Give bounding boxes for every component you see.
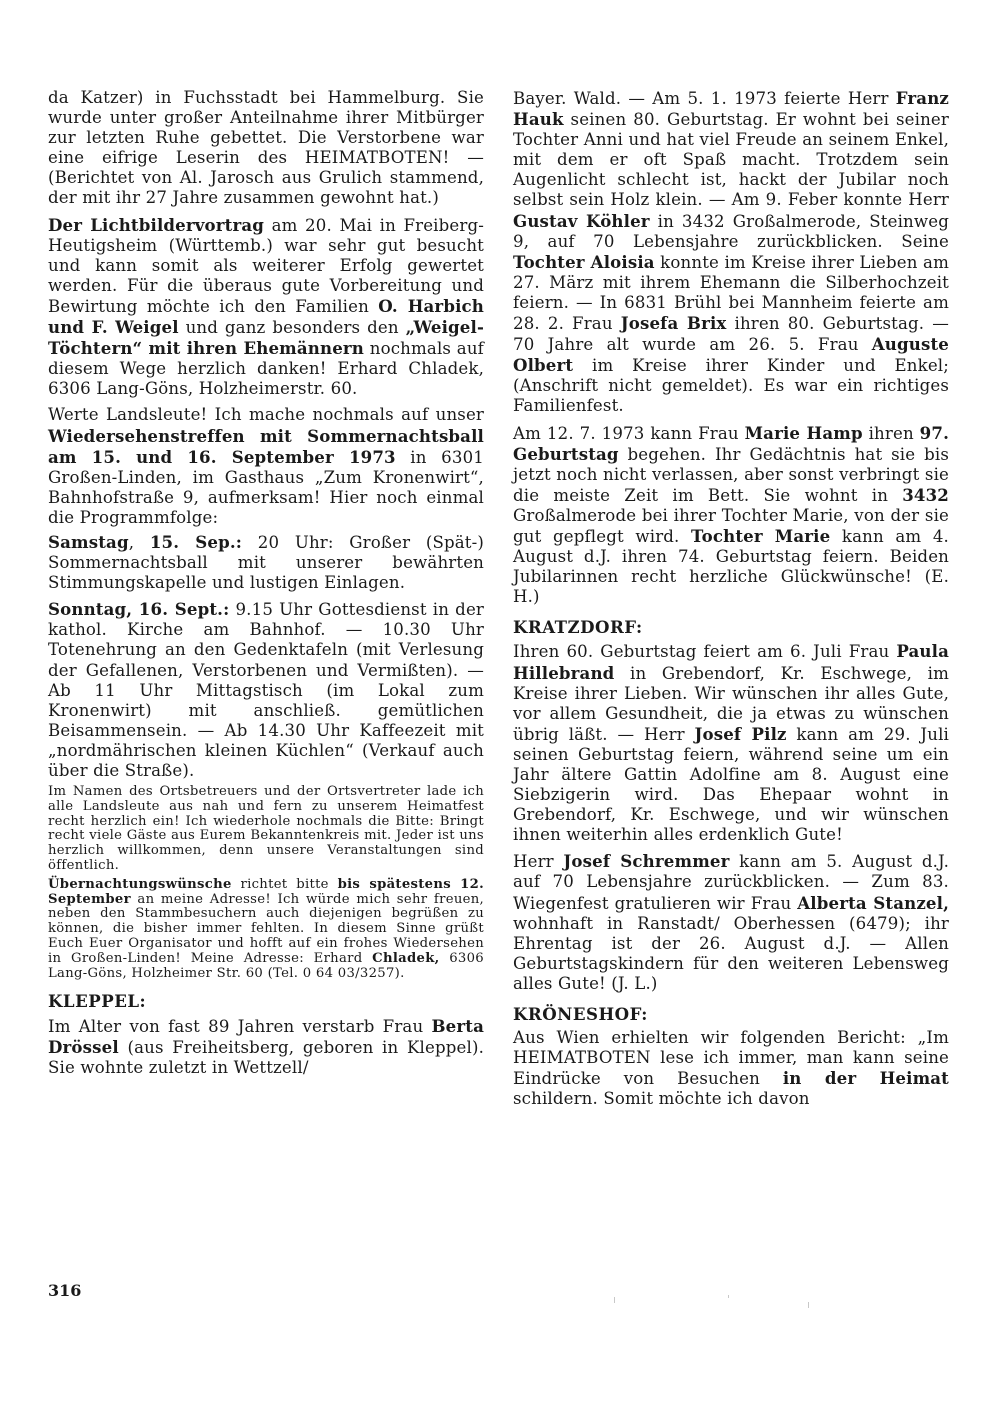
text: wohnhaft in Ranstadt/ Oberhessen (6479); ihr Ehrentag ist der 26. August d.J. — Allen Geburtstagskindern für den weiteren Lebensweg alles Gute! (J. L.)	[513, 913, 949, 993]
paragraph-katzer-obituary-end	[48, 88, 484, 209]
paragraph-invitation	[48, 785, 484, 874]
text: 20 Uhr: Großer (Spät-) Sommernachtsball mit unserer bewährten Stimmungskapelle und lustigen Einlagen.	[48, 532, 484, 593]
scan-artifact	[808, 1302, 809, 1308]
text: an meine Adresse! Ich würde mich sehr freuen, neben den Stammbesuchern auch diejenigen begrüßen zu können, die bisher immer fehlten. In diesem Sinne grüßt Euch Euer Organisator und hofft auf ein frohes Wiedersehen in Großen-Linden! Meine Adresse: Erhard	[48, 891, 484, 966]
bold-text: „Weigel-Töchtern“ mit ihren Ehemännern	[48, 317, 484, 359]
bold-text: Alberta Stanzel,	[797, 892, 949, 913]
bold-text: bis spätestens 12. September	[48, 876, 484, 907]
text: ihren	[862, 423, 920, 443]
paragraph-vienna-report	[513, 1028, 949, 1109]
bold-text: 97. Geburtstag	[513, 422, 949, 464]
bold-text: Wiedersehenstreffen mit Sommernachtsball am 15. und 16. September 1973	[48, 425, 484, 467]
paragraph-sonntag-program	[48, 599, 484, 781]
bold-text: Berta Drössel	[48, 1015, 484, 1057]
text: begehen. Ihr Gedächtnis hat sie bis jetzt noch nicht verlassen, aber sonst verbringt sie die meiste Zeit im Bett. Sie wohnt in	[513, 444, 949, 505]
bold-text: 3432	[902, 484, 949, 505]
paragraph-bayer-wald-birthdays	[513, 88, 949, 417]
text: Großalmerode bei ihrer Tochter Marie, von der sie gut gepflegt wird.	[513, 505, 949, 546]
bold-text: Auguste Olbert	[513, 334, 949, 376]
text: Aus Wien erhielten wir folgenden Bericht: „Im HEIMATBOTEN lese ich immer, man kann seine Eindrücke von Besuchen	[513, 1028, 949, 1089]
text: 9.15 Uhr Gottesdienst in der kathol. Kirche am Bahnhof. — 10.30 Uhr Totenehrung an den Gedenktafeln (mit Verlesung der Gefallenen, Verstorbenen und Vermißten). — Ab 11 Uhr Mittagstisch (im Lokal zum Kronenwirt) mit anschließ. gemütlichen Beisammensein. — Ab 14.30 Uhr Kaffeezeit mit „nordmährischen kleinen Küchlen“ (Verkauf auch über die Straße).	[48, 600, 485, 780]
bold-text: Übernachtungswünsche	[48, 876, 232, 892]
paragraph-josef-schremmer	[513, 851, 949, 994]
paragraph-samstag-program	[48, 532, 484, 593]
bold-text: Tochter Aloisia	[513, 251, 655, 272]
section-heading-kleppel: KLEPPEL:	[48, 991, 147, 1012]
text: ,	[128, 532, 150, 552]
left-column	[48, 88, 484, 1084]
bold-text: Samstag	[48, 531, 129, 552]
bold-text: Chladek,	[372, 950, 440, 966]
bold-text: Josef Schremmer	[563, 851, 730, 872]
paragraph-kratzdorf-birthdays	[513, 641, 949, 845]
text: richtet bitte	[231, 876, 338, 892]
text: seinen 80. Geburtstag. Er wohnt bei seiner Tochter Anni und hat viel Freude an seinem Enkel, mit dem er oft Spaß macht. Trotzdem sein Augenlicht schlecht ist, hackt der Jubilar noch selbst sein Holz klein. — Am 9. Feber konnte Herr	[513, 110, 949, 210]
paragraph-overnight-requests	[48, 878, 484, 982]
text: im Kreise ihrer Kinder und Enkel; (Anschrift nicht gemeldet). Es war ein richtiges Familienfest.	[513, 356, 949, 416]
text: schildern. Somit möchte ich davon	[513, 1089, 810, 1109]
text: kann am 5. August d.J. auf 70 Lebensjahre zurückblicken. — Zum 83. Wiegenfest gratulieren wir Frau	[513, 852, 949, 913]
right-column	[513, 88, 949, 1116]
text: da Katzer) in Fuchsstadt bei Hammelburg. Sie wurde unter großer Anteilnahme ihrer Mitbürger zur letzten Ruhe gebettet. Die Verstorbene war eine eifrige Leserin des HEIMATBOTEN! — (Berichtet von Al. Jarosch aus Grulich stammend, der mit ihr 27 Jahre zusammen gewohnt hat.)	[48, 88, 484, 208]
section-heading-kroeneshof: KRÖNESHOF:	[513, 1004, 648, 1025]
bold-text: O. Harbich und F. Weigel	[48, 295, 484, 338]
text: Bayer. Wald. — Am 5. 1. 1973 feierte Herr	[513, 89, 896, 108]
paragraph-berta-droessel	[48, 1016, 484, 1078]
bold-text: in der Heimat	[782, 1068, 949, 1089]
text: konnte im Kreise ihrer Lieben am 27. März mit ihrem Ehemann die Silberhochzeit feiern. — In 6831 Brühl bei Mannheim feierte am 28. 2. Frau	[513, 252, 949, 334]
text: (aus Freiheitsberg, geboren in Kleppel). Sie wohnte zuletzt in Wettzell/	[48, 1037, 484, 1077]
text: Ihren 60. Geburtstag feiert am 6. Juli Frau	[513, 642, 897, 662]
text: in 6301 Großen-Linden, im Gasthaus „Zum Kronenwirt“, Bahnhofstraße 9, aufmerksam! Hier noch einmal die Programmfolge:	[48, 447, 484, 527]
text: Werte Landsleute! Ich mache nochmals auf unser	[48, 405, 484, 425]
text: 6306 Lang-Göns, Holzheimer Str. 60 (Tel. 0 64 03/3257).	[48, 950, 484, 981]
text: ihren 80. Geburtstag. — 70 Jahre alt wurde am 26. 5. Frau	[513, 314, 949, 355]
paragraph-wiedersehenstreffen	[48, 405, 484, 528]
section-heading-kratzdorf: KRATZDORF:	[513, 617, 643, 638]
text: kann am 29. Juli seinen Geburtstag feiern, während seine um ein Jahr ältere Gattin Adolfine am 8. August eine Siebzigerin wird. Das Ehepaar wohnt in Grebendorf, Kr. Eschwege, und wir wünschen ihnen weiterhin alles erdenklich Gute!	[513, 724, 949, 845]
bold-text: Tochter Marie	[691, 525, 831, 546]
scan-artifact	[614, 1297, 615, 1303]
bold-text: 15. Sep.:	[149, 531, 243, 552]
text: Im Alter von fast 89 Jahren verstarb Frau	[48, 1016, 432, 1036]
scan-artifact	[728, 1295, 729, 1298]
text: am 20. Mai in Freiberg-Heutigsheim (Württemb.) war sehr gut besucht und kann somit als weiterer Erfolg gewertet werden. Für die überaus gute Vorbereitung und Bewirtung möchte ich den Familien	[48, 215, 484, 316]
bold-text: Paula Hillebrand	[513, 641, 949, 683]
text: in Grebendorf, Kr. Eschwege, im Kreise ihrer Lieben. Wir wünschen ihr alles Gute, vor allem Gesundheit, die ja etwas zu wünschen übrig läßt. — Herr	[513, 663, 949, 744]
bold-text: Der Lichtbildervortrag	[48, 214, 265, 235]
bold-text: Josefa Brix	[620, 313, 727, 334]
text: kann am 4. August d.J. ihren 74. Geburtstag feiern. Beiden Jubilarinnen recht herzliche Glückwünsche! (E. H.)	[513, 526, 949, 607]
text: Herr	[513, 852, 564, 872]
text: in 3432 Großalmerode, Steinweg 9, auf 70 Lebensjahre zurückblicken. Seine	[513, 211, 949, 251]
text: Im Namen des Ortsbetreuers und der Ortsvertreter lade ich alle Landsleute aus nah und fern zu unserem Heimatfest recht herzlich ein! Ich wiederhole nochmals die Bitte: Bringt recht viele Gäste aus Eurem Bekanntenkreis mit. Jeder ist uns herzlich willkommen, denn unsere Veranstaltungen sind öffentlich.	[48, 784, 484, 874]
paragraph-lichtbildervortrag	[48, 215, 484, 400]
bold-text: Gustav Köhler	[513, 210, 650, 231]
bold-text: Josef Pilz	[694, 723, 787, 744]
bold-text: Franz Hauk	[513, 88, 949, 130]
page-number: 316	[48, 1281, 82, 1300]
paragraph-marie-hamp	[513, 423, 949, 608]
text: nochmals auf diesem Wege herzlich danken! Erhard Chladek, 6306 Lang-Göns, Holzheimerstr. 60.	[48, 339, 484, 399]
bold-text: Sonntag, 16. Sept.:	[48, 599, 230, 620]
text: und ganz besonders den	[178, 318, 406, 338]
text: Am 12. 7. 1973 kann Frau	[513, 423, 745, 443]
bold-text: Marie Hamp	[744, 422, 863, 443]
